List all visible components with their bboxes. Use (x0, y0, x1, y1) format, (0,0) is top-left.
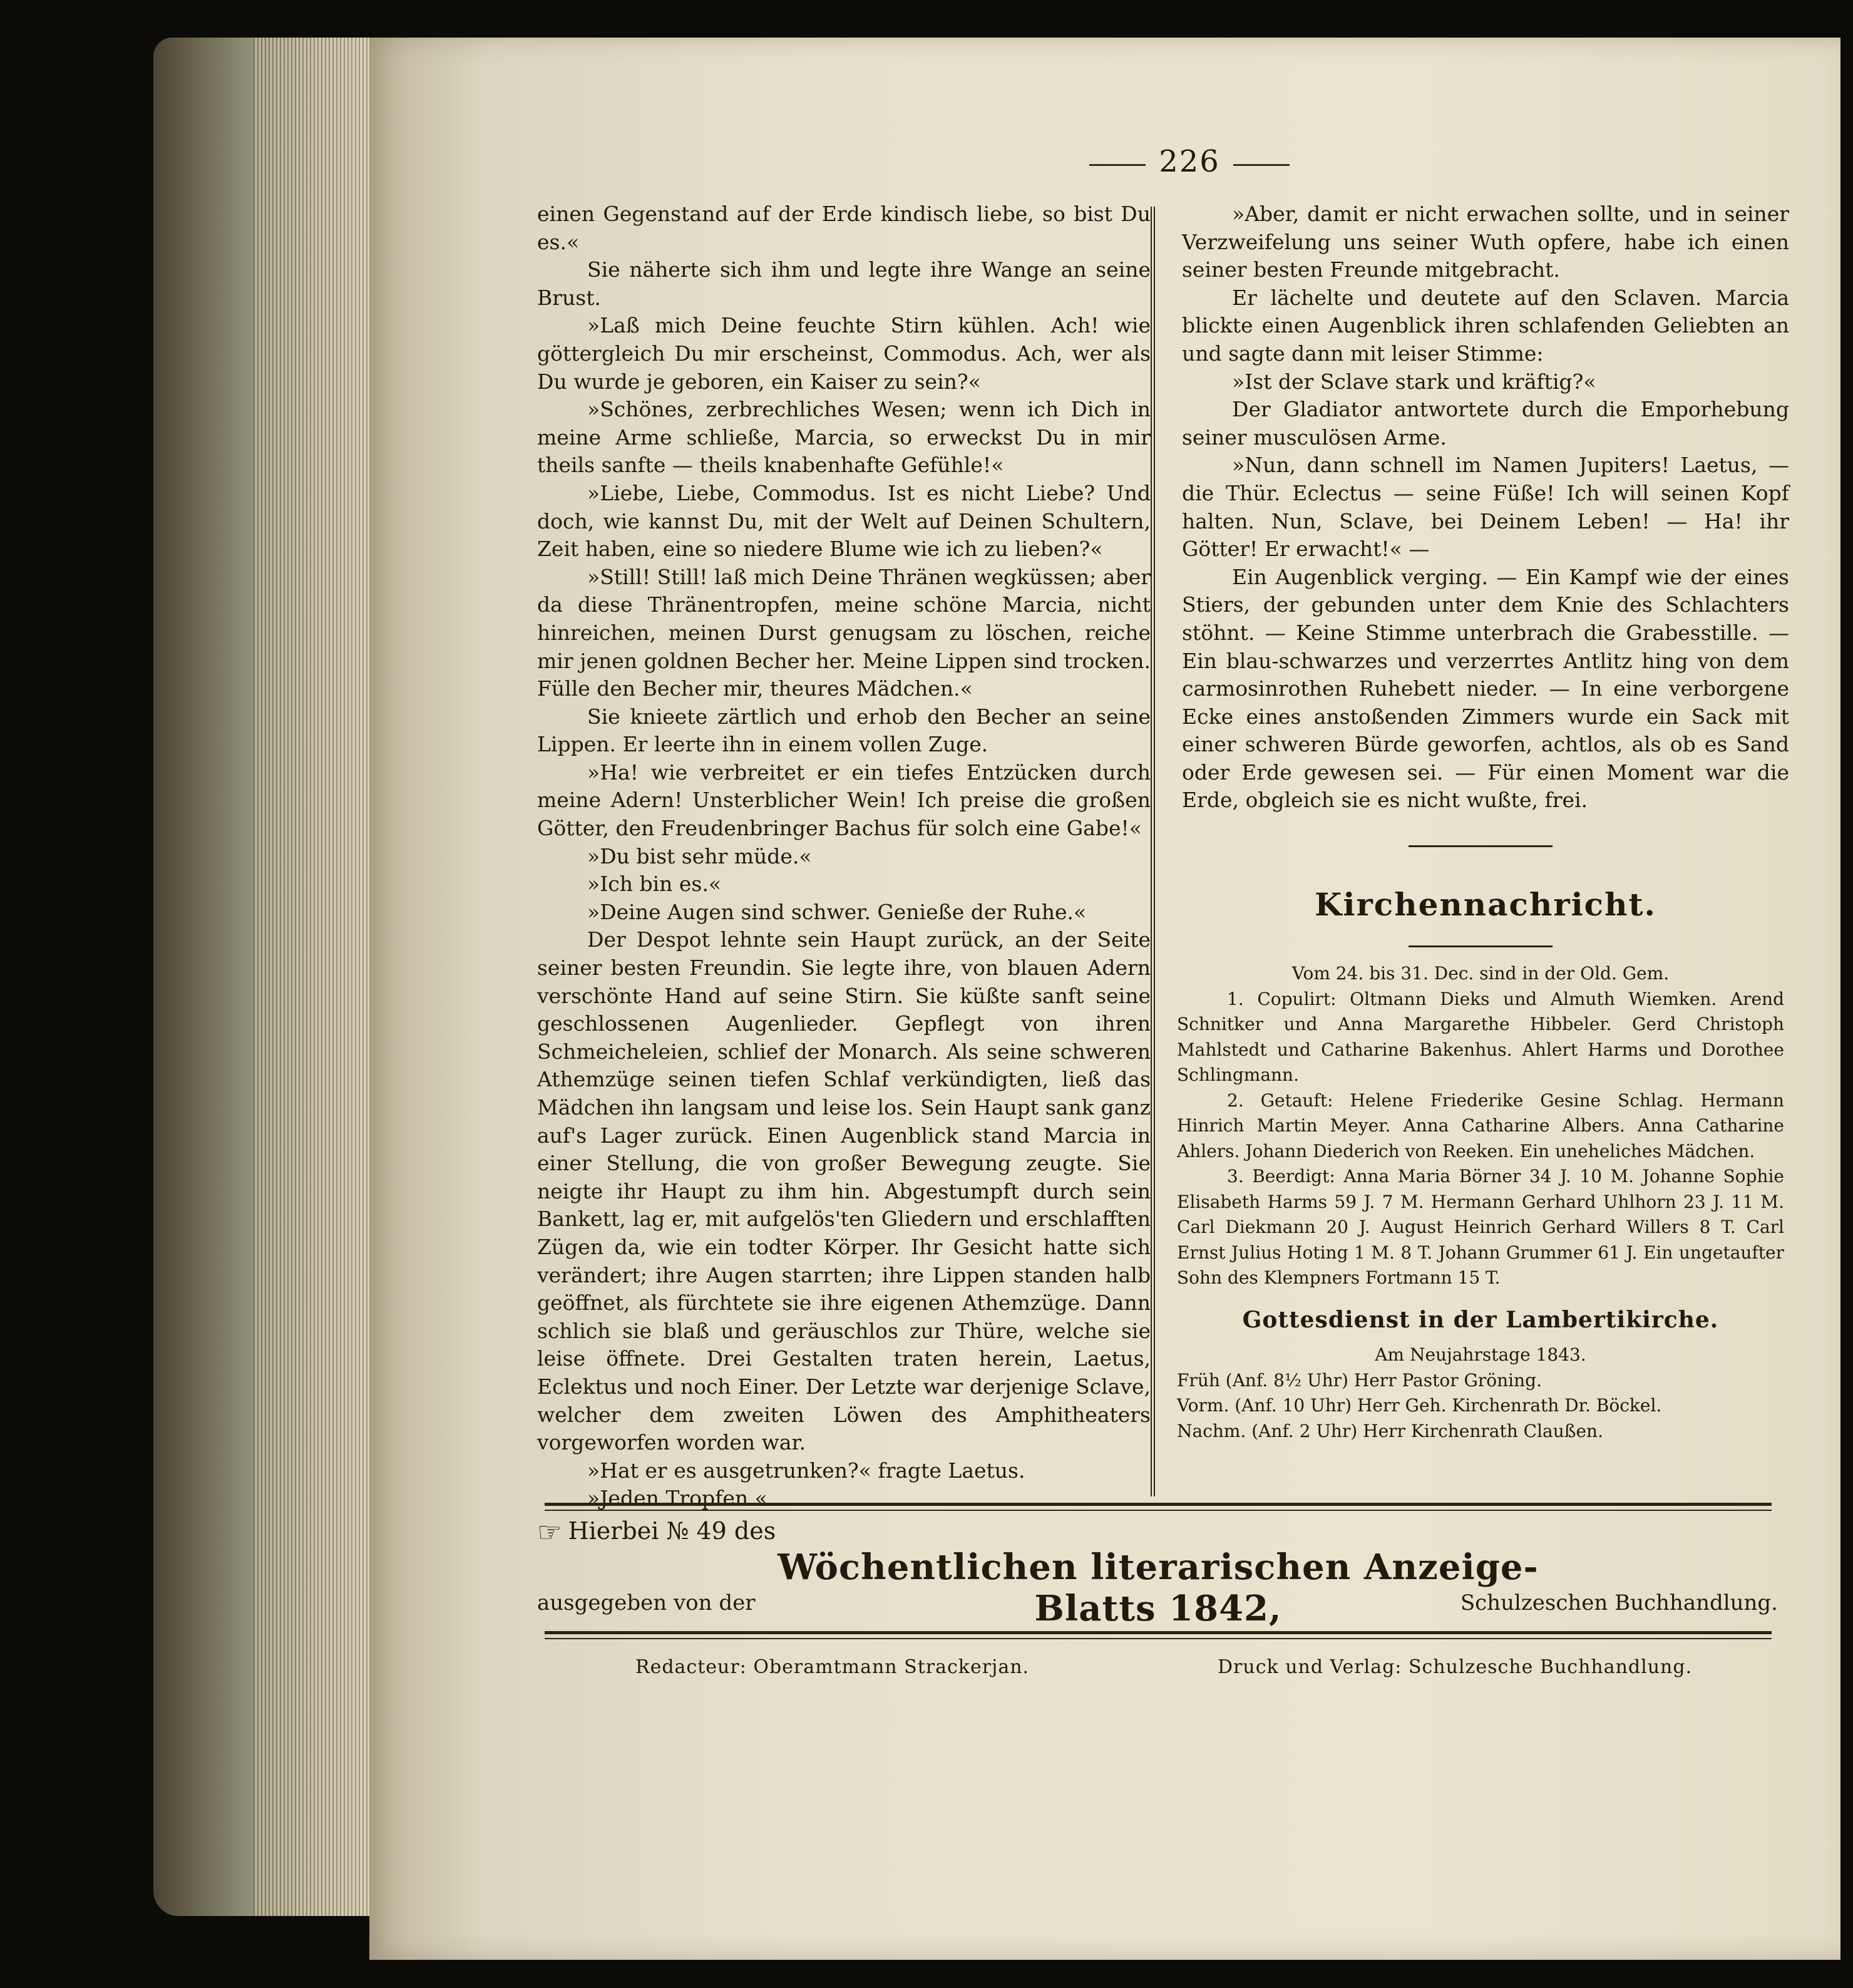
supplement-line-text: Hierbei № 49 des (568, 1517, 776, 1545)
right-column-paragraph: »Nun, dann schnell im Namen Jupiters! Laetus, — die Thür. Eclectus — seine Füße! Ich will seinen Kopf halten. Nun, Sclave, bei Deinem Leben! — Ha! ihr Götter! Er erwacht!« — (1182, 453, 1789, 562)
left-text-column (537, 200, 1151, 1513)
church-news-intro: Vom 24. bis 31. Dec. sind in der Old. Gem. (1291, 963, 1670, 984)
left-column-paragraph: »Still! Still! laß mich Deine Thränen wegküssen; aber da diese Thränentropfen, meine schöne Marcia, nicht hinreichen, meinen Durst genugsam zu löschen, reiche mir jenen goldnen Becher her. Meine Lippen sind trocken. Fülle den Becher mir, theures Mädchen.« (537, 564, 1151, 701)
service-morning: Vorm. (Anf. 10 Uhr) Herr Geh. Kirchenrath Dr. Böckel. (1177, 1395, 1662, 1416)
supplement-notice (537, 1517, 776, 1548)
issued-by-text: ausgegeben von der (537, 1590, 756, 1615)
church-news-title: Kirchennachricht. (1315, 886, 1656, 923)
footer-rule (545, 1631, 1772, 1639)
pointing-hand-icon: ☞ (537, 1517, 562, 1548)
left-column-paragraph: »Du bist sehr müde.« (587, 843, 812, 868)
editor-credit: Redacteur: Oberamtmann Strackerjan. (635, 1656, 1030, 1678)
left-column-paragraph: Sie näherte sich ihm und legte ihre Wange an seine Brust. (537, 257, 1151, 310)
service-afternoon: Nachm. (Anf. 2 Uhr) Herr Kirchenrath Claußen. (1177, 1420, 1603, 1441)
service-early: Früh (Anf. 8½ Uhr) Herr Pastor Gröning. (1177, 1369, 1542, 1391)
right-column-paragraph: »Ist der Sclave stark und kräftig?« (1232, 369, 1596, 394)
left-column-paragraph: einen Gegenstand auf der Erde kindisch liebe, so bist Du es.« (537, 202, 1151, 254)
service-date: Am Neujahrstage 1843. (1375, 1344, 1586, 1365)
printer-credit: Druck und Verlag: Schulzesche Buchhandlung. (1218, 1656, 1693, 1678)
left-column-paragraph: »Laß mich Deine feuchte Stirn kühlen. Ach! wie göttergleich Du mir erscheinst, Commodus. Ach, wer als Du wurde je geboren, ein Kaiser zu sein?« (537, 313, 1151, 394)
left-column-paragraph: »Deine Augen sind schwer. Genieße der Ruhe.« (587, 899, 1087, 924)
title-underline-rule (1409, 945, 1553, 947)
left-column-paragraph: »Hat er es ausgetrunken?« fragte Laetus. (587, 1458, 1025, 1483)
left-column-paragraph: Sie knieete zärtlich und erhob den Becher an seine Lippen. Er leerte ihn in einem vollen Zuge. (537, 704, 1151, 757)
baptisms-entry: 2. Getauft: Helene Friederike Gesine Schlag. Hermann Hinrich Martin Meyer. Anna Catharine Albers. Anna Catharine Ahlers. Johann Diederich von Reeken. Ein uneheliches Mädchen. (1177, 1089, 1784, 1161)
marriages-entry: 1. Copulirt: Oltmann Dieks und Almuth Wiemken. Arend Schnitker und Anna Margarethe Hibbeler. Gerd Christoph Mahlstedt und Catharine Bakenhus. Ahlert Harms und Dorothee Schlingmann. (1177, 988, 1784, 1085)
service-heading: Gottesdienst in der Lambertikirche. (1242, 1306, 1719, 1333)
burials-entry: 3. Beerdigt: Anna Maria Börner 34 J. 10 M. Johanne Sophie Elisabeth Harms 59 J. 7 M. Hermann Gerhard Uhlhorn 23 J. 11 M. Carl Diekmann 20 J. August Heinrich Gerhard Willers 8 T. Carl Ernst Julius Hoting 1 M. 8 T. Johann Grummer 61 J. Ein ungetaufter Sohn des Klempners Fortmann 15 T. (1177, 1166, 1784, 1288)
church-news-body (1177, 961, 1784, 1444)
left-column-paragraph: »Ich bin es.« (587, 872, 722, 897)
book-page-edges (153, 38, 379, 1916)
supplement-top-rule (545, 1503, 1772, 1511)
left-column-paragraph: »Ha! wie verbreitet er ein tiefes Entzücken durch meine Adern! Unsterblicher Wein! Ich preise die großen Götter, den Freudenbringer Bachus für solch eine Gabe!« (537, 760, 1151, 841)
left-column-paragraph: »Jeden Tropfen.« (587, 1486, 767, 1511)
left-column-paragraph: »Schönes, zerbrechliches Wesen; wenn ich Dich in meine Arme schließe, Marcia, so erweckst Du in mir theils sanfte — theils knabenhafte Gefühle!« (537, 397, 1151, 478)
left-column-paragraph: »Liebe, Liebe, Commodus. Ist es nicht Liebe? Und doch, wie kannst Du, mit der Welt auf Deinen Schultern, Zeit haben, eine so niedere Blume wie ich zu lieben?« (537, 480, 1151, 562)
supplement-title: Wöchentlichen literarischen Anzeige-Blatts 1842, (778, 1547, 1539, 1629)
right-column-paragraph: Er lächelte und deutete auf den Sclaven. Marcia blickte einen Augenblick ihren schlafenden Geliebten an und sagte dann mit leiser Stimme: (1182, 285, 1789, 366)
right-column-paragraph: Ein Augenblick verging. — Ein Kampf wie der eines Stiers, der gebunden unter dem Knie des Schlachters stöhnt. — Keine Stimme unterbrach die Grabesstille. — Ein blau-schwarzes und verzerrtes Antlitz hing von dem carmosinrothen Ruhebett nieder. — In eine verborgene Ecke eines anstoßenden Zimmers wurde ein Sack mit einer schweren Bürde geworfen, achtlos, als ob es Sand oder Erde gewesen sei. — Für einen Moment war die Erde, obgleich sie es nicht wußte, frei. (1182, 564, 1789, 813)
right-column-paragraph: »Aber, damit er nicht erwachen sollte, und in seiner Verzweifelung uns seiner Wuth opfere, habe ich einen seiner besten Freunde mitgebracht. (1182, 202, 1789, 282)
bookshop-name: Schulzeschen Buchhandlung. (1460, 1590, 1778, 1615)
left-column-paragraph: Der Despot lehnte sein Haupt zurück, an der Seite seiner besten Freundin. Sie legte ihre, von blauen Adern verschönte Hand auf seine Stirn. Sie küßte sanft seine geschlossenen Augenlieder. Gepflegt von ihren Schmeicheleien, schlief der Monarch. Als seine schweren Athemzüge seinen tiefen Schlaf verkündigten, ließ das Mädchen ihn langsam und leise los. Sein Haupt sank ganz auf's Lager zurück. Einen Augenblick stand Marcia in einer Stellung, die von großer Bewegung zeugte. Sie neigte ihr Haupt zu ihm hin. Abgestumpft durch sein Bankett, lag er, mit aufgelös'ten Gliedern und erschlafften Zügen da, wie ein todter Körper. Ihr Gesicht hatte sich verändert; ihre Augen starrten; ihre Lippen standen halb geöffnet, als fürchtete sie ihre eigenen Athemzüge. Dann schlich sie blaß und geräuschlos zur Thüre, welche sie leise öffnete. Drei Gestalten traten herein, Laetus, Eclektus und noch Einer. Der Letzte war derjenige Sclave, welcher dem zweiten Löwen des Amphitheaters vorgeworfen worden war. (537, 927, 1151, 1455)
right-column-paragraph: Der Gladiator antwortete durch die Emporhebung seiner musculösen Arme. (1182, 397, 1789, 450)
column-divider (1151, 207, 1155, 1496)
page-number: 226 (1089, 144, 1290, 179)
right-text-column (1182, 200, 1789, 815)
section-separator-rule (1409, 845, 1553, 847)
